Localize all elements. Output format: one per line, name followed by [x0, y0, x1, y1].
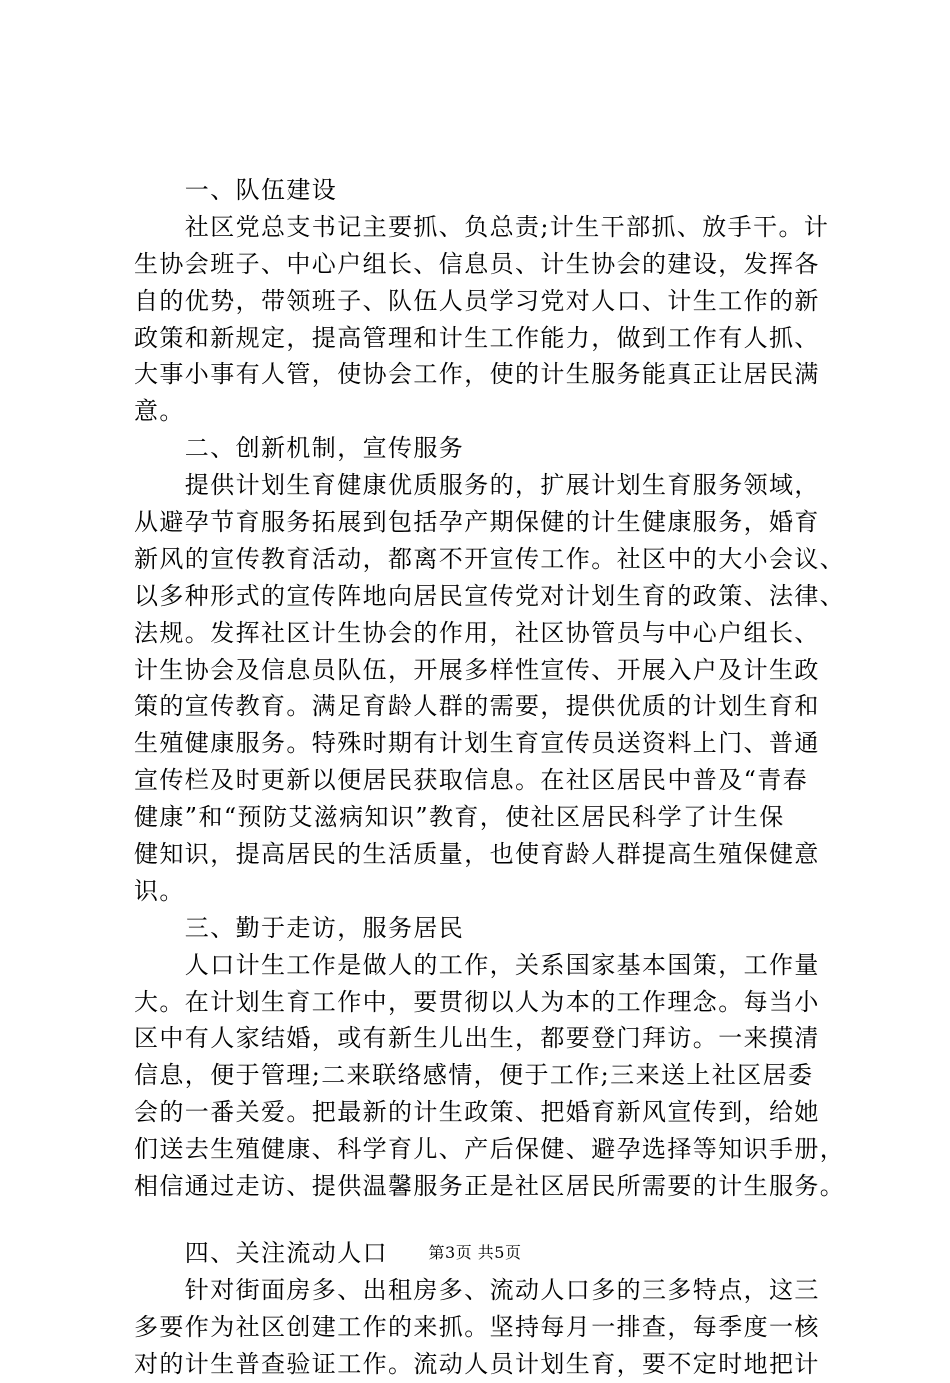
paragraph-line: 法规。发挥社区计生协会的作用，社区协管员与中心户组长、: [134, 618, 820, 647]
paragraph-line: 以多种形式的宣传阵地向居民宣传党对计划生育的政策、法律、: [134, 581, 846, 610]
paragraph-line: 们送去生殖健康、科学育儿、产后保健、避孕选择等知识手册，: [134, 1135, 846, 1164]
paragraph-line: 生殖健康服务。特殊时期有计划生育宣传员送资料上门、普通: [134, 729, 820, 758]
section-team-building: [134, 172, 834, 430]
paragraph-line: 宣传栏及时更新以便居民获取信息。在社区居民中普及“青春: [134, 766, 809, 795]
document-body: [134, 172, 846, 1383]
paragraph-line: 社区党总支书记主要抓、负总责;计生干部抓、放手干。计: [134, 212, 830, 241]
section-heading: 一、队伍建设: [134, 176, 338, 204]
paragraph-line: 大事小事有人管，使协会工作，使的计生服务能真正让居民满: [134, 360, 820, 389]
paragraph-spacer: [134, 1205, 834, 1235]
section-heading: 三、勤于走访，服务居民: [134, 913, 465, 942]
paragraph-line: 生协会班子、中心户组长、信息员、计生协会的建设，发挥各: [134, 249, 820, 278]
paragraph-line: 提供计划生育健康优质服务的，扩展计划生育服务领域，: [134, 471, 820, 500]
paragraph-line: 区中有人家结婚，或有新生儿出生，都要登门拜访。一来摸清: [134, 1024, 820, 1053]
paragraph-line: 大。在计划生育工作中，要贯彻以人为本的工作理念。每当小: [134, 987, 820, 1016]
paragraph-line: 健康”和“预防艾滋病知识”教育，使社区居民科学了计生保: [134, 803, 785, 832]
page-number-footer: 第3页 共5页: [428, 1243, 522, 1262]
paragraph-line: 信息，便于管理;二来联络感情，便于工作;三来送上社区居委: [134, 1061, 814, 1090]
paragraph-line: 策的宣传教育。满足育龄人群的需要，提供优质的计划生育和: [134, 692, 820, 721]
paragraph-line: 人口计生工作是做人的工作，关系国家基本国策，工作量: [134, 950, 820, 979]
paragraph-line: 自的优势，带领班子、队伍人员学习党对人口、计生工作的新: [134, 286, 820, 315]
section-heading: 二、创新机制，宣传服务: [134, 434, 465, 463]
section-home-visits: [134, 910, 846, 1205]
paragraph-line: 会的一番关爱。把最新的计生政策、把婚育新风宣传到，给她: [134, 1098, 820, 1127]
section-heading: 四、关注流动人口: [134, 1238, 388, 1267]
paragraph-line: 识。: [134, 876, 185, 905]
paragraph-line: 多要作为社区创建工作的来抓。坚持每月一排查，每季度一核: [134, 1312, 820, 1341]
paragraph-line: 对的计生普查验证工作。流动人员计划生育，要不定时地把计: [134, 1349, 820, 1378]
paragraph-line: 新风的宣传教育活动，都离不开宣传工作。社区中的大小会议、: [134, 544, 846, 573]
paragraph-line: 从避孕节育服务拓展到包括孕产期保健的计生健康服务，婚育: [134, 508, 820, 537]
paragraph-line: 相信通过走访、提供温馨服务正是社区居民所需要的计生服务。: [134, 1172, 846, 1201]
paragraph-line: 计生协会及信息员队伍，开展多样性宣传、开展入户及计生政: [134, 655, 820, 684]
paragraph-line: 政策和新规定，提高管理和计生工作能力，做到工作有人抓、: [134, 323, 820, 352]
paragraph-line: 健知识，提高居民的生活质量，也使育龄人群提高生殖保健意: [134, 840, 820, 869]
section-innovation-publicity: [134, 430, 846, 910]
paragraph-line: 针对街面房多、出租房多、流动人口多的三多特点，这三: [134, 1275, 820, 1304]
paragraph-line: 意。: [134, 397, 185, 426]
